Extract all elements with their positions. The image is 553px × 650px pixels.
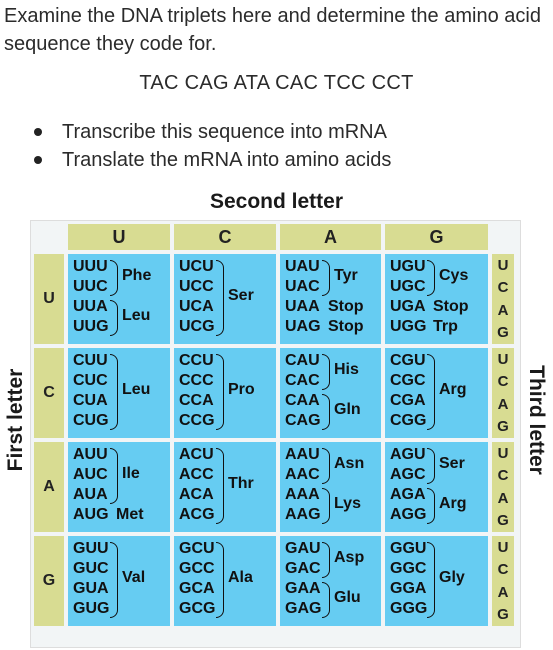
brace-icon bbox=[322, 448, 330, 484]
codon: GAC bbox=[285, 560, 321, 577]
first-letter-header-a: A bbox=[34, 442, 64, 532]
brace-icon bbox=[427, 488, 435, 524]
codon-cell bbox=[174, 536, 276, 626]
amino-acid-label: His bbox=[334, 361, 359, 378]
brace-icon bbox=[427, 542, 435, 618]
second-letter-header-c: C bbox=[174, 224, 276, 250]
codon: GGU bbox=[390, 540, 427, 557]
codon: UUU bbox=[73, 258, 108, 275]
codon-cell bbox=[385, 254, 488, 344]
codon-cell bbox=[385, 348, 488, 438]
amino-acid-label: Arg bbox=[439, 381, 467, 398]
codon-cell bbox=[68, 254, 170, 344]
brace-icon bbox=[216, 260, 224, 336]
codon: UGC bbox=[390, 278, 426, 295]
codon: UUA bbox=[73, 298, 108, 315]
codon: UCC bbox=[179, 278, 214, 295]
codon-cell bbox=[174, 254, 276, 344]
codon: AUU bbox=[73, 446, 108, 463]
amino-acid-label: Stop bbox=[433, 298, 469, 315]
amino-acid-label: Ile bbox=[122, 465, 140, 482]
codon: UGG bbox=[390, 318, 427, 335]
brace-icon bbox=[110, 354, 118, 430]
codon: CCU bbox=[179, 352, 214, 369]
amino-acid-label: Glu bbox=[334, 589, 361, 606]
codon-cell bbox=[280, 536, 381, 626]
codon: AAG bbox=[285, 506, 321, 523]
codon: AUA bbox=[73, 486, 108, 503]
amino-acid-label: Lys bbox=[334, 495, 361, 512]
brace-icon bbox=[322, 354, 330, 390]
brace-icon bbox=[322, 582, 330, 618]
amino-acid-label: Leu bbox=[122, 307, 151, 324]
first-letter-title: First letter bbox=[4, 368, 27, 472]
codon: UGU bbox=[390, 258, 426, 275]
third-letter-title: Third letter bbox=[525, 365, 548, 475]
codon-cell bbox=[385, 536, 488, 626]
third-letter-column bbox=[492, 254, 514, 344]
codon: AAC bbox=[285, 466, 320, 483]
codon: CAC bbox=[285, 372, 320, 389]
codon: UAA bbox=[285, 298, 320, 315]
third-letter-column bbox=[492, 442, 514, 532]
codon: CUC bbox=[73, 372, 108, 389]
codon: CGU bbox=[390, 352, 426, 369]
codon: UAG bbox=[285, 318, 321, 335]
third-letter-u: U bbox=[497, 538, 509, 556]
codon: GGA bbox=[390, 580, 427, 597]
amino-acid-label: Tyr bbox=[334, 267, 358, 284]
third-letter-u: U bbox=[497, 350, 509, 368]
brace-icon bbox=[427, 260, 435, 296]
codon: UUC bbox=[73, 278, 108, 295]
brace-icon bbox=[110, 300, 118, 336]
brace-icon bbox=[110, 260, 118, 296]
brace-icon bbox=[216, 354, 224, 430]
codon: UAU bbox=[285, 258, 320, 275]
codon: CCA bbox=[179, 392, 214, 409]
brace-icon bbox=[322, 394, 330, 430]
third-letter-g: G bbox=[497, 606, 509, 624]
codon: AAU bbox=[285, 446, 320, 463]
codon: AAA bbox=[285, 486, 320, 503]
codon: GGC bbox=[390, 560, 427, 577]
second-letter-header-g: G bbox=[385, 224, 488, 250]
amino-acid-label: Stop bbox=[328, 298, 364, 315]
bullet-icon bbox=[34, 156, 42, 164]
instruction-item: Translate the mRNA into amino acids bbox=[30, 146, 391, 174]
codon: GAU bbox=[285, 540, 321, 557]
brace-icon bbox=[216, 448, 224, 524]
codon-cell bbox=[385, 442, 488, 532]
second-letter-title: Second letter bbox=[209, 190, 344, 213]
codon: ACA bbox=[179, 486, 214, 503]
codon-cell bbox=[174, 442, 276, 532]
codon: CAU bbox=[285, 352, 320, 369]
codon: GGG bbox=[390, 600, 428, 617]
codon-cell bbox=[280, 254, 381, 344]
codon: CGG bbox=[390, 412, 427, 429]
amino-acid-label: Thr bbox=[228, 475, 254, 492]
third-letter-g: G bbox=[497, 324, 509, 342]
codon-cell bbox=[174, 348, 276, 438]
codon: UCA bbox=[179, 298, 214, 315]
amino-acid-label: Stop bbox=[328, 318, 364, 335]
codon: AUC bbox=[73, 466, 108, 483]
codon: CAA bbox=[285, 392, 320, 409]
codon-cell bbox=[68, 536, 170, 626]
amino-acid-label: Met bbox=[116, 506, 144, 523]
brace-icon bbox=[216, 542, 224, 618]
amino-acid-label: Ala bbox=[228, 569, 253, 586]
codon-cell bbox=[280, 442, 381, 532]
codon: GUU bbox=[73, 540, 109, 557]
codon: GUG bbox=[73, 600, 110, 617]
first-letter-header-g: G bbox=[34, 536, 64, 626]
amino-acid-label: Gly bbox=[439, 569, 465, 586]
codon: GAG bbox=[285, 600, 322, 617]
amino-acid-label: Asp bbox=[334, 549, 365, 566]
third-letter-u: U bbox=[497, 444, 509, 462]
amino-acid-label: Ser bbox=[439, 455, 465, 472]
codon: AGG bbox=[390, 506, 427, 523]
codon: UUG bbox=[73, 318, 109, 335]
third-letter-a: A bbox=[497, 489, 509, 507]
second-letter-header-u: U bbox=[68, 224, 170, 250]
codon: CUU bbox=[73, 352, 108, 369]
codon: GUC bbox=[73, 560, 109, 577]
third-letter-c: C bbox=[497, 467, 509, 485]
codon: CCC bbox=[179, 372, 214, 389]
codon: GCA bbox=[179, 580, 215, 597]
codon: UGA bbox=[390, 298, 426, 315]
codon-cell bbox=[68, 442, 170, 532]
codon: CGA bbox=[390, 392, 426, 409]
third-letter-c: C bbox=[497, 561, 509, 579]
amino-acid-label: Ser bbox=[228, 287, 254, 304]
codon: ACU bbox=[179, 446, 214, 463]
amino-acid-label: Val bbox=[122, 569, 146, 586]
codon: GCU bbox=[179, 540, 215, 557]
brace-icon bbox=[110, 448, 118, 504]
codon: GAA bbox=[285, 580, 321, 597]
codon: ACG bbox=[179, 506, 215, 523]
codon: GUA bbox=[73, 580, 109, 597]
codon: CUA bbox=[73, 392, 108, 409]
codon: AUG bbox=[73, 506, 109, 523]
codon: CUG bbox=[73, 412, 109, 429]
second-letter-header-a: A bbox=[280, 224, 381, 250]
dna-sequence: TAC CAG ATA CAC TCC CCT bbox=[139, 72, 414, 94]
codon: GCG bbox=[179, 600, 216, 617]
brace-icon bbox=[110, 542, 118, 618]
amino-acid-label: Pro bbox=[228, 381, 255, 398]
instruction-item: Transcribe this sequence into mRNA bbox=[30, 118, 391, 146]
brace-icon bbox=[322, 488, 330, 524]
codon: CGC bbox=[390, 372, 426, 389]
codon: UCG bbox=[179, 318, 215, 335]
third-letter-c: C bbox=[497, 373, 509, 391]
third-letter-u: U bbox=[497, 256, 509, 274]
first-letter-header-u: U bbox=[34, 254, 64, 344]
codon: AGC bbox=[390, 466, 426, 483]
third-letter-a: A bbox=[497, 395, 509, 413]
brace-icon bbox=[322, 260, 330, 296]
amino-acid-label: Cys bbox=[439, 267, 469, 284]
third-letter-column bbox=[492, 348, 514, 438]
codon-table bbox=[0, 186, 553, 650]
bullet-icon bbox=[34, 128, 42, 136]
amino-acid-label: Phe bbox=[122, 267, 152, 284]
codon: UAC bbox=[285, 278, 320, 295]
amino-acid-label: Leu bbox=[122, 381, 151, 398]
third-letter-a: A bbox=[497, 583, 509, 601]
codon: AGU bbox=[390, 446, 426, 463]
instruction-list bbox=[30, 118, 391, 174]
codon: GCC bbox=[179, 560, 215, 577]
third-letter-c: C bbox=[497, 279, 509, 297]
codon: CAG bbox=[285, 412, 321, 429]
amino-acid-label: Gln bbox=[334, 401, 361, 418]
amino-acid-label: Asn bbox=[334, 455, 365, 472]
third-letter-column bbox=[492, 536, 514, 626]
amino-acid-label: Trp bbox=[433, 318, 458, 335]
codon-cell bbox=[68, 348, 170, 438]
third-letter-g: G bbox=[497, 418, 509, 436]
codon: AGA bbox=[390, 486, 426, 503]
amino-acid-label: Arg bbox=[439, 495, 467, 512]
codon: UCU bbox=[179, 258, 214, 275]
third-letter-a: A bbox=[497, 301, 509, 319]
brace-icon bbox=[427, 448, 435, 484]
codon: CCG bbox=[179, 412, 215, 429]
question-text: Examine the DNA triplets here and determine the amino acid sequence they code for. bbox=[4, 5, 541, 55]
brace-icon bbox=[322, 542, 330, 578]
first-letter-header-c: C bbox=[34, 348, 64, 438]
codon-cell bbox=[280, 348, 381, 438]
codon: ACC bbox=[179, 466, 214, 483]
brace-icon bbox=[427, 354, 435, 430]
third-letter-g: G bbox=[497, 512, 509, 530]
